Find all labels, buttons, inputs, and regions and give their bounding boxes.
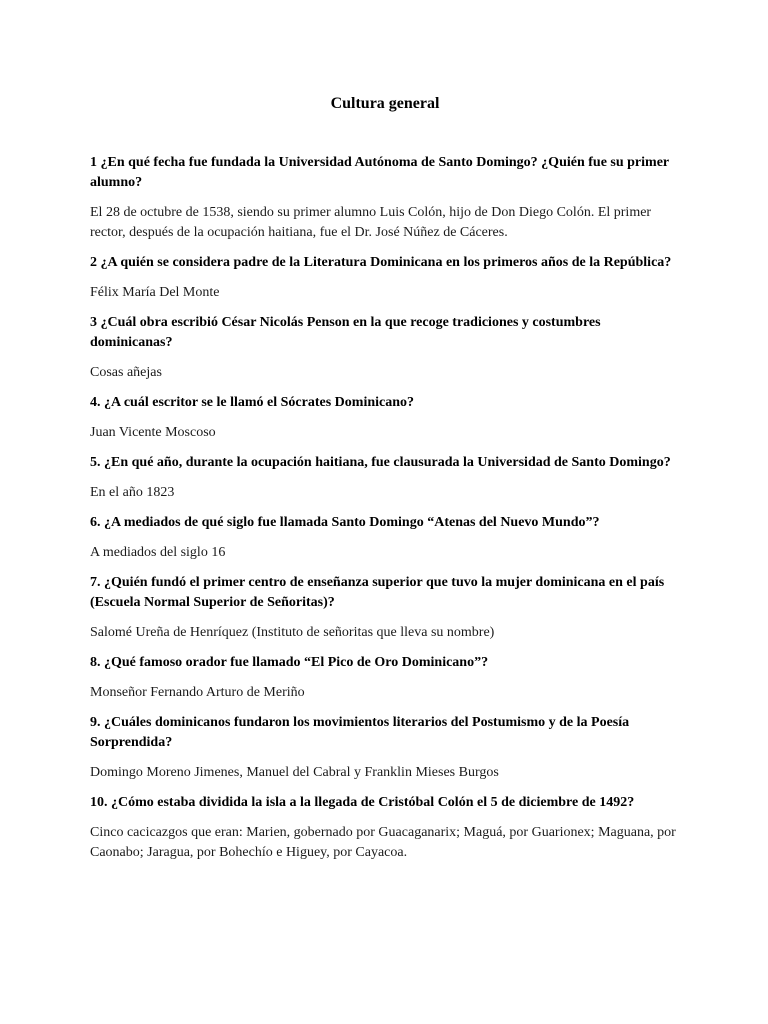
answer-4: Juan Vicente Moscoso [90, 425, 216, 440]
answer-9: Domingo Moreno Jimenes, Manuel del Cabral y Franklin Mieses Burgos [90, 765, 499, 780]
qa-item-6 [90, 513, 680, 563]
answer-3: Cosas añejas [90, 365, 162, 380]
qa-item-1 [90, 153, 680, 243]
question-10: 10. ¿Cómo estaba dividida la isla a la llegada de Cristóbal Colón el 5 de diciembre de 1492? [90, 795, 635, 810]
qa-item-10 [90, 793, 680, 863]
qa-item-5 [90, 453, 680, 503]
question-7: 7. ¿Quién fundó el primer centro de enseñanza superior que tuvo la mujer dominicana en el país (Escuela Normal Superior de Señoritas)? [90, 575, 665, 610]
question-1: 1 ¿En qué fecha fue fundada la Universidad Autónoma de Santo Domingo? ¿Quién fue su primer alumno? [90, 155, 669, 190]
document-title: Cultura general [330, 95, 440, 112]
question-3: 3 ¿Cuál obra escribió César Nicolás Penson en la que recoge tradiciones y costumbres dominicanas? [90, 315, 601, 350]
question-9: 9. ¿Cuáles dominicanos fundaron los movimientos literarios del Postumismo y de la Poesía Sorprendida? [90, 715, 630, 750]
answer-10: Cinco cacicazgos que eran: Marien, gobernado por Guacaganarix; Maguá, por Guarionex; Maguana, por Caonabo; Jaragua, por Bohechío e Higuey, por Cayacoa. [90, 825, 676, 860]
answer-7: Salomé Ureña de Henríquez (Instituto de señoritas que lleva su nombre) [90, 625, 495, 640]
answer-6: A mediados del siglo 16 [90, 545, 226, 560]
qa-item-7 [90, 573, 680, 643]
qa-item-9 [90, 713, 680, 783]
qa-item-8 [90, 653, 680, 703]
answer-2: Félix María Del Monte [90, 285, 220, 300]
question-2: 2 ¿A quién se considera padre de la Literatura Dominicana en los primeros años de la República? [90, 255, 672, 270]
answer-1: El 28 de octubre de 1538, siendo su primer alumno Luis Colón, hijo de Don Diego Colón. El primer rector, después de la ocupación haitiana, fue el Dr. José Núñez de Cáceres. [90, 205, 652, 240]
question-8: 8. ¿Qué famoso orador fue llamado “El Pico de Oro Dominicano”? [90, 655, 489, 670]
document-page [90, 93, 680, 873]
question-5: 5. ¿En qué año, durante la ocupación haitiana, fue clausurada la Universidad de Santo Domingo? [90, 455, 671, 470]
question-6: 6. ¿A mediados de qué siglo fue llamada Santo Domingo “Atenas del Nuevo Mundo”? [90, 515, 600, 530]
answer-5: En el año 1823 [90, 485, 175, 500]
qa-item-2 [90, 253, 680, 303]
question-4: 4. ¿A cuál escritor se le llamó el Sócrates Dominicano? [90, 395, 415, 410]
answer-8: Monseñor Fernando Arturo de Meriño [90, 685, 305, 700]
qa-item-4 [90, 393, 680, 443]
qa-item-3 [90, 313, 680, 383]
